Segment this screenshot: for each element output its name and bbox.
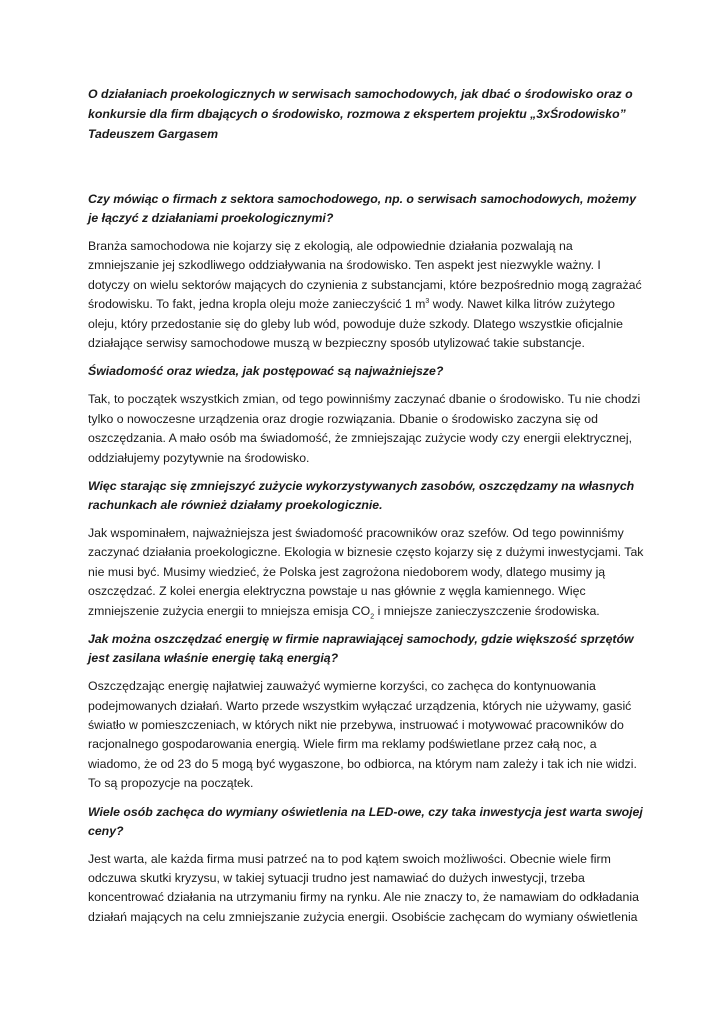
question-1: Czy mówiąc o firmach z sektora samochodowego, np. o serwisach samochodowych, możemy je łączyć z działaniami proekologicznymi? — [88, 192, 637, 225]
answer-3-text-a: Jak wspominałem, najważniejsza jest świadomość pracowników oraz szefów. Od tego powinniśmy zaczynać działania proekologiczne. Ekologia w biznesie często kojarzy się z dużymi inwestycjami. Tak nie musi być. Musimy wiedzieć, że Polska jest zagrożona niedoborem wody, dlatego musimy ją oszczędzać. Z kolei energia elektryczna powstaje u nas głównie z węgla kamiennego. Więc zmniejszenie zużycia energii to mniejsza emisja CO — [88, 526, 644, 618]
answer-1-text-a: Branża samochodowa nie kojarzy się z ekologią, ale odpowiednie działania pozwalają na zmniejszanie jej szkodliwego oddziaływania na środowisko. Ten aspekt jest niezwykle ważny. I dotyczy on wielu sektorów mających do czynienia z substancjami, które bezpośrednio mogą zagrażać środowisku. To fakt, jedna kropla oleju może zanieczyścić 1 m — [88, 239, 642, 312]
article-title: O działaniach proekologicznych w serwisach samochodowych, jak dbać o środowisko oraz o konkursie dla firm dbających o środowisko, rozmowa z ekspertem projektu „3xŚrodowisko” Tadeuszem Gargasem — [88, 87, 633, 141]
answer-1-text-b: wody. Nawet kilka litrów zużytego oleju, który przedostanie się do gleby lub wód, powoduje duże szkody. Dlatego wszystkie oficjalnie działające serwisy samochodowe muszą w bezpieczny sposób utylizować takie substancje. — [88, 297, 623, 351]
answer-2: Tak, to początek wszystkich zmian, od tego powinniśmy zaczynać dbanie o środowisko. Tu nie chodzi tylko o nowoczesne urządzenia oraz drogie rozwiązania. Dbanie o środowisko zaczyna się od oszczędzania. A mało osób ma świadomość, że zmniejszając zużycie wody czy energii elektrycznej, oddziałujemy pozytywnie na środowisko. — [88, 392, 641, 465]
question-4: Jak można oszczędzać energię w firmie naprawiającej samochody, gdzie większość sprzętów jest zasilana właśnie energię taką energią? — [88, 632, 634, 666]
answer-3 — [88, 524, 644, 621]
answer-1 — [88, 237, 644, 353]
answer-4: Oszczędzając energię najłatwiej zauważyć wymierne korzyści, co zachęca do kontynuowania podejmowanych działań. Warto przede wszystkim wyłączać urządzenia, których nie używamy, gasić światło w pomieszczeniach, w których nikt nie przebywa, instruować i motywować pracowników do racjonalnego gospodarowania energią. Wiele firm ma reklamy podświetlane przez całą noc, a wiadomo, że od 23 do 5 mogą być wygaszone, bo odbiorca, na którym nam zależy i tak ich nie widzi. To są propozycje na początek. — [88, 679, 637, 791]
question-3: Więc starając się zmniejszyć zużycie wykorzystywanych zasobów, oszczędzamy na własnych rachunkach ale również działamy proekologicznie. — [88, 479, 635, 513]
answer-3-text-b: i mniejsze zanieczyszczenie środowiska. — [374, 603, 600, 618]
question-5: Wiele osób zachęca do wymiany oświetlenia na LED-owe, czy taka inwestycja jest warta swojej ceny? — [88, 804, 643, 838]
answer-5: Jest warta, ale każda firma musi patrzeć na to pod kątem swoich możliwości. Obecnie wiele firm odczuwa skutki kryzysu, w takiej sytuacji trudno jest namawiać do dużych inwestycji, trzeba koncentrować działania na utrzymaniu firmy na rynku. Ale nie znaczy to, że namawiam do odkładania działań mających na celu zmniejszanie zużycia energii. Osobiście zachęcam do wymiany oświetlenia — [88, 851, 639, 924]
co2-subscript: 2 — [370, 613, 375, 621]
question-2: Świadomość oraz wiedza, jak postępować są najważniejsze? — [88, 364, 444, 379]
cubic-superscript: 3 — [425, 298, 430, 306]
document-page — [88, 84, 644, 936]
